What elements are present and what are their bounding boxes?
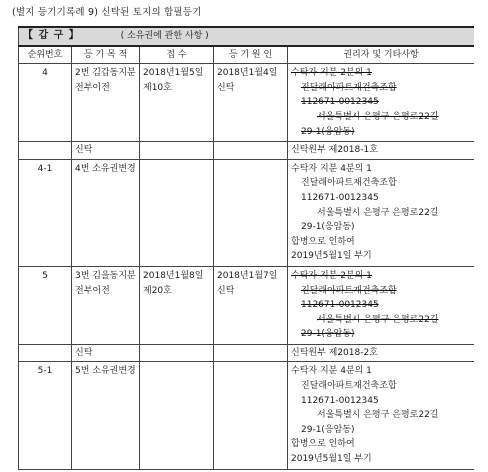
registry-entry-row xyxy=(19,266,475,344)
entry-receipt: 2018년1월8일 제20호 xyxy=(140,266,214,344)
entry-rights xyxy=(288,362,475,469)
rights-line: 진달래아파트재건축조합 xyxy=(301,178,397,189)
rights-line: 112671-0012345 xyxy=(301,97,379,108)
trust-note: 신탁원부 제2018-2호 xyxy=(288,344,475,362)
rights-line: 29-1(응암동) xyxy=(301,424,355,435)
trust-cause xyxy=(214,142,288,160)
rights-line: 수탁자 지분 2분의 1 xyxy=(291,270,372,281)
entry-cause: 2018년1월7일 신탁 xyxy=(214,266,288,344)
rights-line: 112671-0012345 xyxy=(301,300,379,311)
trust-row xyxy=(19,142,475,160)
entry-rights xyxy=(288,266,475,344)
entry-purpose: 2번 김갑동지분 전부이전 xyxy=(72,64,140,142)
col-header-receipt: 접 수 xyxy=(140,46,214,64)
rights-line: 112671-0012345 xyxy=(301,395,379,406)
rights-line: 진달래아파트재건축조합 xyxy=(301,381,397,392)
rights-line: 수탁자 지분 4분의 1 xyxy=(291,366,372,377)
registry-entry-row xyxy=(19,159,475,266)
rights-line: 합병으로 인하여 xyxy=(291,439,355,450)
section-title: 【 갑 구 】 xyxy=(23,30,80,41)
registry-entry-row xyxy=(19,362,475,469)
trust-note: 신탁원부 제2018-1호 xyxy=(288,142,475,160)
entry-receipt: 2018년1월5일 제10호 xyxy=(140,64,214,142)
entry-cause: 2018년1월4일 신탁 xyxy=(214,64,288,142)
section-header-row xyxy=(19,27,475,46)
column-header-row xyxy=(19,46,475,64)
entry-rank: 4-1 xyxy=(19,159,72,266)
trust-row xyxy=(19,344,475,362)
rights-line: 29-1(응암동) xyxy=(301,126,355,137)
rights-line: 진달래아파트재건축조합 xyxy=(301,285,397,296)
section-header xyxy=(19,27,475,46)
entry-receipt xyxy=(140,362,214,469)
trust-purpose: 신탁 xyxy=(72,344,140,362)
rights-line: 수탁자 지분 4분의 1 xyxy=(291,163,372,174)
rights-line: 서울특별시 은평구 은평로22길 xyxy=(317,410,439,421)
entry-purpose: 5번 소유권변경 xyxy=(72,362,140,469)
col-header-rank: 순위번호 xyxy=(19,46,72,64)
rights-line: 수탁자 지분 2분의 1 xyxy=(291,68,372,79)
registry-document xyxy=(18,26,474,472)
trust-cause xyxy=(214,344,288,362)
entry-receipt xyxy=(140,159,214,266)
rights-line: 서울특별시 은평구 은평로22길 xyxy=(317,207,439,218)
entry-rights xyxy=(288,159,475,266)
trust-receipt xyxy=(140,344,214,362)
trust-receipt xyxy=(140,142,214,160)
trust-rank xyxy=(19,142,72,160)
registry-table xyxy=(18,26,474,470)
rights-line: 합병으로 인하여 xyxy=(291,236,355,247)
entry-purpose: 4번 소유권변경 xyxy=(72,159,140,266)
entry-rank: 5-1 xyxy=(19,362,72,469)
trust-purpose: 신탁 xyxy=(72,142,140,160)
entry-cause xyxy=(214,362,288,469)
entry-rank: 5 xyxy=(19,266,72,344)
trust-rank xyxy=(19,344,72,362)
rights-line: 2019년5월1일 부기 xyxy=(291,454,372,465)
entry-rights xyxy=(288,64,475,142)
registry-table-body xyxy=(19,27,475,469)
entry-rank: 4 xyxy=(19,64,72,142)
rights-line: 2019년5월1일 부기 xyxy=(291,251,372,262)
rights-line: 서울특별시 은평구 은평로22길 xyxy=(317,111,439,122)
section-subtitle: ( 소유권에 관한 사항 ) xyxy=(120,31,209,41)
col-header-rights: 권리자 및 기타사항 xyxy=(288,46,475,64)
entry-purpose: 3번 김을동지분 전부이전 xyxy=(72,266,140,344)
rights-line: 112671-0012345 xyxy=(301,192,379,203)
entry-cause xyxy=(214,159,288,266)
registry-entry-row xyxy=(19,64,475,142)
rights-line: 29-1(응암동) xyxy=(301,222,355,233)
rights-line: 서울특별시 은평구 은평로22길 xyxy=(317,314,439,325)
col-header-cause: 등 기 원 인 xyxy=(214,46,288,64)
page-caption: (별지 등기기록례 9) 신탁된 토지의 합필등기 xyxy=(12,7,202,18)
rights-line: 29-1(응암동) xyxy=(301,329,355,340)
col-header-purpose: 등 기 목 적 xyxy=(72,46,140,64)
rights-line: 진달래아파트재건축조합 xyxy=(301,82,397,93)
